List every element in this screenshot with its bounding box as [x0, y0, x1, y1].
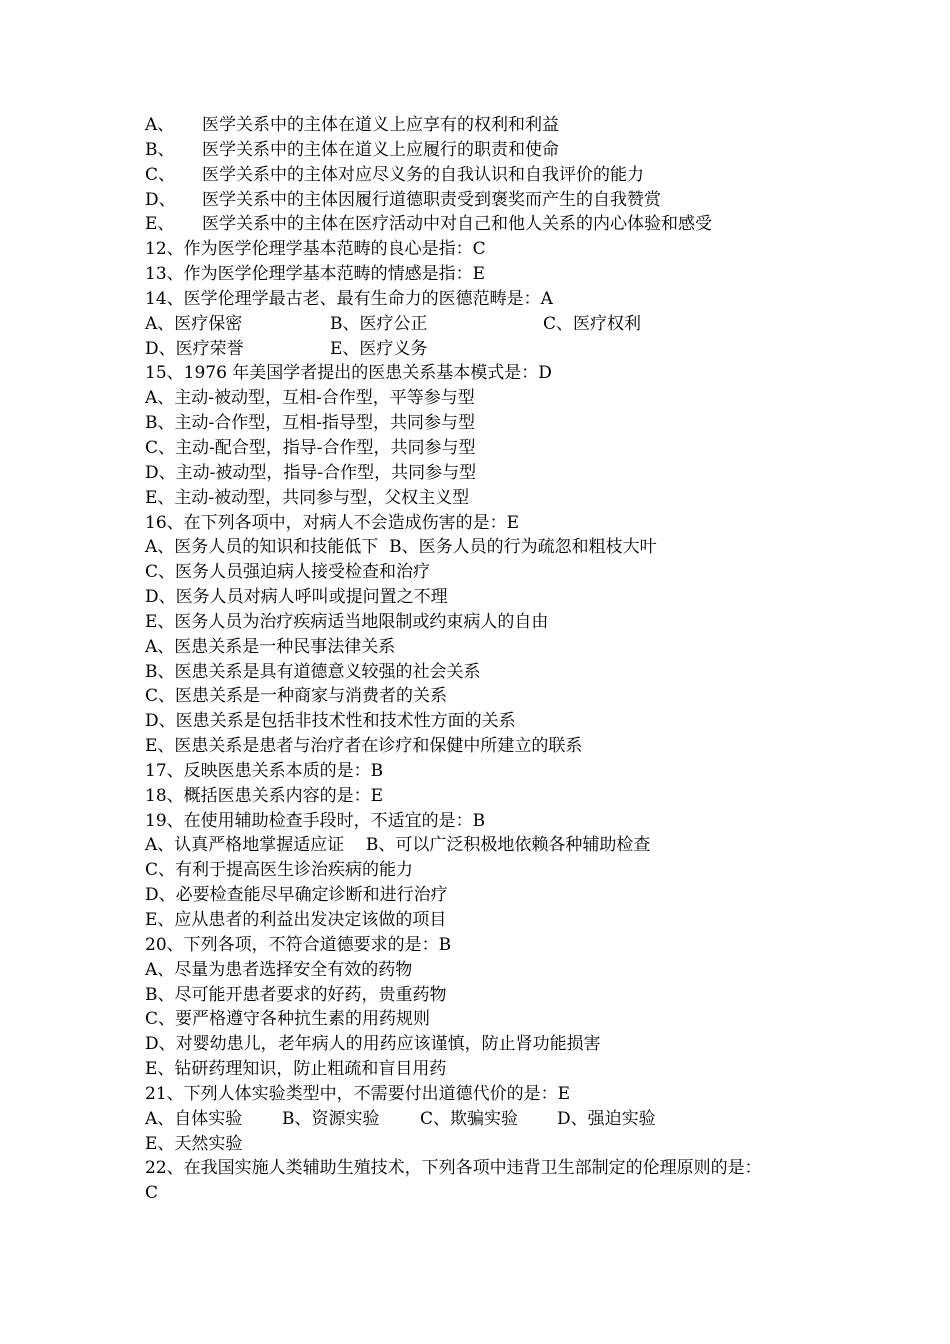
option-label: B、: [145, 139, 175, 160]
option-b: B、主动-合作型，互相-指导型，共同参与型: [145, 413, 475, 434]
option-c: C、有利于提高医生诊治疾病的能力: [145, 860, 414, 881]
question-15: 15、1976 年美国学者提出的医患关系基本模式是：D: [145, 363, 552, 384]
question-21: 21、下列人体实验类型中，不需要付出道德代价的是：E: [145, 1083, 571, 1104]
option-c: C、欺骗实验: [420, 1108, 519, 1129]
option-e: E、主动-被动型，共同参与型，父权主义型: [145, 487, 470, 508]
option-b: B、医患关系是具有道德意义较强的社会关系: [145, 661, 481, 682]
option-text: 医学关系中的主体对应尽义务的自我认识和自我评价的能力: [202, 164, 644, 185]
option-ab: A、认真严格地掌握适应证 B、可以广泛积极地依赖各种辅助检查: [145, 835, 651, 856]
option-line: [145, 138, 825, 163]
option-c: C、医疗权利: [543, 313, 642, 334]
option-d: D、医患关系是包括非技术性和技术性方面的关系: [145, 711, 516, 732]
option-d: D、强迫实验: [557, 1108, 656, 1129]
option-c: C、医务人员强迫病人接受检查和治疗: [145, 562, 431, 583]
option-d: D、医务人员对病人呼叫或提问置之不理: [145, 587, 448, 608]
question-22: 22、在我国实施人类辅助生殖技术，下列各项中违背卫生部制定的伦理原则的是：: [145, 1158, 762, 1179]
option-line: [145, 337, 825, 362]
question-20: 20、下列各项，不符合道德要求的是：B: [145, 934, 452, 955]
option-e: E、医患关系是患者与治疗者在诊疗和保健中所建立的联系: [145, 736, 583, 757]
option-a: A、医患关系是一种民事法律关系: [145, 636, 396, 657]
option-c: C、要严格遵守各种抗生素的用药规则: [145, 1009, 431, 1030]
option-line: [145, 312, 825, 337]
option-label: E、: [145, 214, 175, 235]
option-line: [145, 212, 825, 237]
option-d: D、对婴幼患儿，老年病人的用药应该谨慎，防止肾功能损害: [145, 1034, 601, 1055]
option-ab: A、医务人员的知识和技能低下 B、医务人员的行为疏忽和粗枝大叶: [145, 537, 657, 558]
option-text: 医学关系中的主体在医疗活动中对自己和他人关系的内心体验和感受: [202, 214, 712, 235]
option-text: 医学关系中的主体在道义上应履行的职责和使命: [202, 139, 559, 160]
question-17: 17、反映医患关系本质的是：B: [145, 760, 384, 781]
option-text: 医学关系中的主体因履行道德职责受到褒奖而产生的自我赞赏: [202, 189, 661, 210]
question-13: 13、作为医学伦理学基本范畴的情感是指：E: [145, 264, 486, 285]
option-d: D、必要检查能尽早确定诊断和进行治疗: [145, 885, 448, 906]
question-12: 12、作为医学伦理学基本范畴的良心是指：C: [145, 239, 486, 260]
option-a: A、主动-被动型，互相-合作型，平等参与型: [145, 388, 475, 409]
option-d: D、主动-被动型，指导-合作型，共同参与型: [145, 462, 477, 483]
option-label: A、: [145, 115, 175, 135]
option-b: B、资源实验: [282, 1108, 380, 1129]
option-e: E、钻研药理知识，防止粗疏和盲目用药: [145, 1059, 447, 1080]
option-line: [145, 1107, 825, 1132]
option-e: E、医务人员为治疗疾病适当地限制或约束病人的自由: [145, 611, 549, 632]
option-line: [145, 188, 825, 213]
option-a: A、自体实验: [145, 1108, 243, 1129]
option-e: E、天然实验: [145, 1133, 243, 1154]
option-e: E、医疗义务: [330, 338, 428, 359]
question-19: 19、在使用辅助检查手段时，不适宜的是：B: [145, 810, 486, 831]
question-18: 18、概括医患关系内容的是：E: [145, 785, 384, 806]
option-c: C、医患关系是一种商家与消费者的关系: [145, 686, 448, 707]
question-14: 14、医学伦理学最古老、最有生命力的医德范畴是：A: [145, 288, 553, 309]
option-b: B、尽可能开患者要求的好药，贵重药物: [145, 984, 447, 1005]
option-a: A、尽量为患者选择安全有效的药物: [145, 959, 413, 980]
option-line: [145, 163, 825, 188]
option-e: E、应从患者的利益出发决定该做的项目: [145, 910, 447, 930]
option-c: C、主动-配合型，指导-合作型，共同参与型: [145, 437, 476, 458]
document-body: [145, 113, 825, 1206]
option-line: [145, 113, 825, 138]
option-label: D、: [145, 189, 176, 210]
question-16: 16、在下列各项中，对病人不会造成伤害的是：E: [145, 512, 520, 533]
option-label: C、: [145, 164, 176, 185]
option-a: A、医疗保密: [145, 313, 243, 334]
option-text: 医学关系中的主体在道义上应享有的权利和利益: [202, 115, 559, 135]
option-d: D、医疗荣誉: [145, 338, 244, 359]
question-22-answer: C: [145, 1183, 159, 1204]
option-b: B、医疗公正: [330, 313, 428, 334]
